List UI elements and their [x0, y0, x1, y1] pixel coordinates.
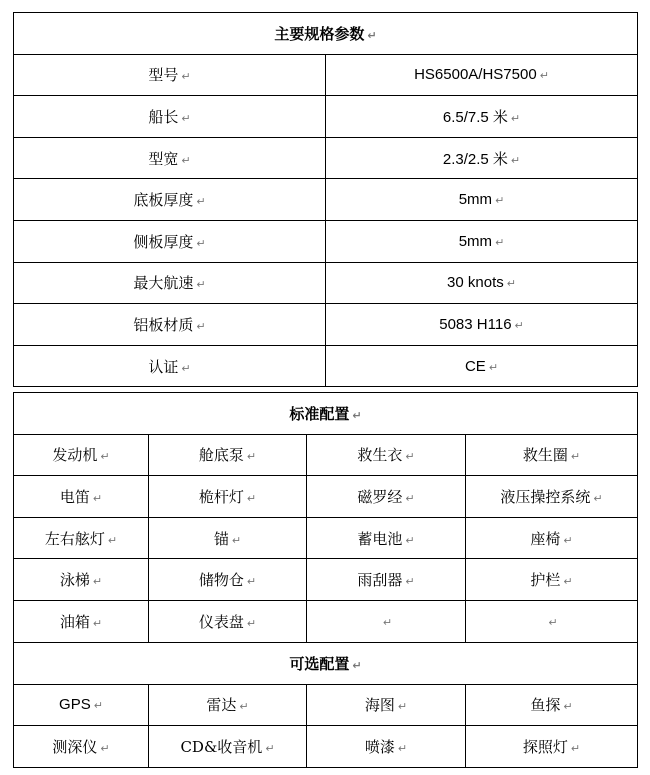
spec-title-cell: [14, 13, 638, 55]
paragraph-mark-icon: ↵: [563, 700, 573, 714]
paragraph-mark-icon: ↵: [352, 408, 362, 422]
standard-item: [149, 559, 307, 601]
optional-title-cell: [14, 643, 638, 685]
paragraph-mark-icon: ↵: [510, 111, 521, 125]
standard-item: [149, 517, 307, 559]
spec-label-cell: [14, 137, 326, 179]
optional-item-label: 雷达: [206, 696, 237, 715]
spec-row: [14, 96, 638, 138]
paragraph-mark-icon: ↵: [405, 575, 415, 589]
standard-item: [14, 600, 149, 642]
standard-item: [14, 559, 149, 601]
paragraph-mark-icon: ↵: [563, 575, 573, 589]
spec-label-cell: [14, 96, 326, 138]
optional-item: [14, 726, 149, 768]
spec-title-row: [14, 13, 638, 55]
standard-item-label: 救生衣: [357, 446, 403, 465]
spec-label: 船长: [148, 107, 179, 126]
paragraph-mark-icon: ↵: [92, 491, 103, 505]
standard-title: 标准配置: [289, 404, 350, 423]
standard-config-table: [13, 392, 638, 643]
spec-value-cell: [326, 304, 638, 346]
standard-row: [14, 476, 638, 518]
spec-row: [14, 304, 638, 346]
paragraph-mark-icon: ↵: [405, 491, 415, 505]
spec-value-cell: [326, 137, 638, 179]
spec-row: [14, 262, 638, 304]
spec-label-cell: [14, 304, 326, 346]
standard-item-empty: [466, 600, 638, 642]
spec-value-cell: [326, 345, 638, 387]
spec-row: [14, 345, 638, 387]
standard-item: [466, 517, 638, 559]
paragraph-mark-icon: ↵: [397, 700, 408, 714]
paragraph-mark-icon: ↵: [539, 69, 549, 83]
paragraph-mark-icon: ↵: [92, 575, 103, 589]
spec-value-cell: [326, 220, 638, 262]
optional-item: [307, 726, 466, 768]
standard-item-label: 救生圈: [522, 446, 568, 465]
standard-item-label: 电笛: [59, 487, 90, 506]
standard-row: [14, 434, 638, 476]
standard-item: [466, 434, 638, 476]
optional-item-label: 测深仪: [52, 737, 98, 756]
paragraph-mark-icon: ↵: [382, 616, 393, 630]
spec-value-cell: [326, 96, 638, 138]
standard-item-label: 护栏: [530, 571, 561, 590]
spec-row: [14, 54, 638, 96]
spec-label: 侧板厚度: [133, 232, 194, 251]
standard-item-label: 液压操控系统: [500, 487, 591, 506]
standard-item: [14, 517, 149, 559]
spec-value: CE: [464, 357, 486, 375]
standard-item: [307, 517, 466, 559]
paragraph-mark-icon: ↵: [593, 491, 603, 505]
spec-value: 5mm: [458, 232, 493, 250]
standard-row: [14, 600, 638, 642]
standard-item: [466, 559, 638, 601]
standard-item-label: 桅杆灯: [198, 487, 244, 506]
optional-row: [14, 684, 638, 726]
standard-item-label: 磁罗经: [357, 487, 403, 506]
paragraph-mark-icon: ↵: [495, 235, 505, 249]
spec-label: 型号: [148, 66, 179, 85]
standard-item: [307, 476, 466, 518]
standard-item-label: 雨刮器: [357, 571, 403, 590]
standard-item-label: 发动机: [52, 446, 98, 465]
standard-item: [14, 476, 149, 518]
spec-value: 30 knots: [447, 274, 504, 292]
paragraph-mark-icon: ↵: [181, 361, 191, 375]
optional-item: [149, 726, 307, 768]
standard-item: [307, 434, 466, 476]
paragraph-mark-icon: ↵: [514, 318, 524, 332]
paragraph-mark-icon: ↵: [367, 28, 377, 42]
optional-item: [149, 684, 307, 726]
paragraph-mark-icon: ↵: [510, 153, 521, 167]
spec-label: 型宽: [148, 149, 179, 168]
spec-label-cell: [14, 220, 326, 262]
paragraph-mark-icon: ↵: [246, 616, 257, 630]
standard-title-cell: [14, 393, 638, 435]
spec-title: 主要规格参数: [274, 24, 365, 43]
spec-row: [14, 179, 638, 221]
spec-value: HS6500A/HS7500: [414, 66, 537, 84]
paragraph-mark-icon: ↵: [196, 319, 206, 333]
paragraph-mark-icon: ↵: [495, 194, 505, 208]
paragraph-mark-icon: ↵: [107, 533, 118, 547]
standard-title-row: [14, 393, 638, 435]
paragraph-mark-icon: ↵: [181, 70, 191, 84]
spec-value: 2.3/2.5 米: [442, 150, 508, 168]
paragraph-mark-icon: ↵: [100, 741, 110, 755]
spec-label-cell: [14, 179, 326, 221]
paragraph-mark-icon: ↵: [181, 153, 191, 167]
optional-item-label: 喷漆: [364, 737, 395, 756]
spec-row: [14, 220, 638, 262]
optional-item-label: GPS: [59, 696, 91, 714]
paragraph-mark-icon: ↵: [352, 658, 362, 672]
paragraph-mark-icon: ↵: [231, 533, 242, 547]
standard-item-label: 仪表盘: [198, 612, 244, 631]
paragraph-mark-icon: ↵: [181, 111, 191, 125]
spec-label-cell: [14, 54, 326, 96]
optional-item-label: 鱼探: [530, 696, 561, 715]
standard-row: [14, 559, 638, 601]
spec-value: 5083 H116: [439, 315, 512, 333]
spec-value-cell: [326, 54, 638, 96]
paragraph-mark-icon: ↵: [548, 616, 558, 630]
paragraph-mark-icon: ↵: [488, 360, 499, 374]
spec-value-cell: [326, 262, 638, 304]
spec-value: 6.5/7.5 米: [442, 108, 508, 126]
optional-item-label: 海图: [364, 696, 395, 715]
paragraph-mark-icon: ↵: [563, 533, 573, 547]
paragraph-mark-icon: ↵: [397, 741, 408, 755]
paragraph-mark-icon: ↵: [405, 450, 415, 464]
standard-item: [149, 600, 307, 642]
optional-item: [466, 726, 638, 768]
standard-item: [149, 434, 307, 476]
spec-label: 最大航速: [133, 274, 194, 293]
spec-value-cell: [326, 179, 638, 221]
paragraph-mark-icon: ↵: [239, 700, 249, 714]
standard-item: [14, 434, 149, 476]
standard-item-label: 左右舷灯: [44, 529, 105, 548]
optional-item: [307, 684, 466, 726]
optional-title-row: [14, 643, 638, 685]
standard-item-label: 座椅: [530, 529, 561, 548]
standard-item: [307, 559, 466, 601]
standard-item-label: 油箱: [59, 612, 90, 631]
paragraph-mark-icon: ↵: [100, 450, 110, 464]
standard-item-label: 蓄电池: [357, 529, 403, 548]
standard-row: [14, 517, 638, 559]
standard-item: [149, 476, 307, 518]
spec-label: 认证: [148, 357, 179, 376]
optional-item-label: 探照灯: [522, 737, 568, 756]
spec-table: [13, 12, 638, 387]
optional-title: 可选配置: [289, 654, 350, 673]
optional-item-label: CD&收音机: [180, 737, 263, 756]
paragraph-mark-icon: ↵: [405, 533, 415, 547]
optional-config-table: [13, 642, 638, 768]
spec-label-cell: [14, 262, 326, 304]
paragraph-mark-icon: ↵: [246, 491, 257, 505]
spec-value: 5mm: [458, 191, 493, 209]
standard-item: [466, 476, 638, 518]
standard-item-label: 泳梯: [59, 571, 90, 590]
paragraph-mark-icon: ↵: [246, 450, 257, 464]
paragraph-mark-icon: ↵: [92, 616, 103, 630]
paragraph-mark-icon: ↵: [265, 741, 275, 755]
standard-item-empty: [307, 600, 466, 642]
paragraph-mark-icon: ↵: [570, 450, 581, 464]
paragraph-mark-icon: ↵: [196, 195, 206, 209]
spec-label: 铝板材质: [133, 315, 194, 334]
spec-label: 底板厚度: [133, 191, 194, 210]
optional-item: [466, 684, 638, 726]
standard-item-label: 锚: [213, 529, 229, 548]
standard-item-label: 储物仓: [198, 571, 244, 590]
optional-row: [14, 726, 638, 768]
paragraph-mark-icon: ↵: [570, 741, 581, 755]
paragraph-mark-icon: ↵: [196, 278, 206, 292]
paragraph-mark-icon: ↵: [196, 236, 206, 250]
paragraph-mark-icon: ↵: [506, 277, 516, 291]
optional-item: [14, 684, 149, 726]
spec-row: [14, 137, 638, 179]
standard-item-label: 舱底泵: [198, 446, 244, 465]
paragraph-mark-icon: ↵: [246, 575, 257, 589]
spec-label-cell: [14, 345, 326, 387]
paragraph-mark-icon: ↵: [93, 699, 103, 713]
